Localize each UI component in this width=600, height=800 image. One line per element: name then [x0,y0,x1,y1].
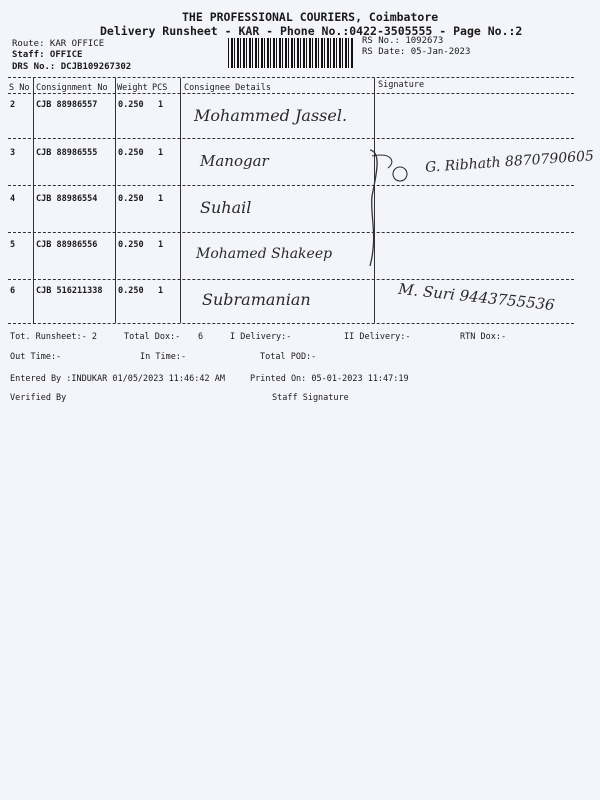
total-pod: Total POD:- [260,352,317,362]
in-time: In Time:- [140,352,187,362]
column-divider [33,78,34,323]
row-weight: 0.250 [118,194,144,204]
handwritten-consignee: Mohamed Shakeep [196,246,333,262]
col-consignment: Consignment No [36,83,108,93]
row-sno: 3 [10,148,16,158]
col-sno: S No [9,83,30,93]
row-sno: 4 [10,194,16,204]
row-consignment: CJB 88986555 [36,148,98,158]
printed-on: Printed On: 05-01-2023 11:47:19 [250,374,409,384]
out-time: Out Time:- [10,352,62,362]
route-label: Route: KAR OFFICE [12,39,105,49]
row-pcs: 1 [158,100,164,110]
row-weight: 0.250 [118,286,144,296]
row-consignment: CJB 88986556 [36,240,98,250]
row-consignment: CJB 88986557 [36,100,98,110]
col-pcs: PCS [152,83,168,93]
header-bottom-rule [8,93,574,94]
verified-by: Verified By [10,393,67,403]
row-consignment: CJB 516211338 [36,286,103,296]
column-divider [180,78,181,323]
row-pcs: 1 [158,286,164,296]
handwritten-consignee: Suhail [200,198,252,217]
col-consignee: Consignee Details [184,83,271,93]
handwritten-consignee: Mohammed Jassel. [194,106,348,125]
handwritten-consignee: Manogar [200,152,269,170]
row-sno: 5 [10,240,16,250]
rs-number: RS No.: 1092673 [362,36,444,46]
entered-by: Entered By :INDUKAR 01/05/2023 11:46:42 AM [10,374,225,384]
total-runsheet: Tot. Runsheet:- 2 [10,332,97,342]
row-pcs: 1 [158,194,164,204]
table-bottom-rule [8,323,574,324]
row-sno: 2 [10,100,16,110]
row-weight: 0.250 [118,240,144,250]
row-pcs: 1 [158,240,164,250]
total-dox-label: Total Dox:- [124,332,181,342]
handwritten-consignee: Subramanian [202,290,311,309]
row-weight: 0.250 [118,148,144,158]
staff-signature: Staff Signature [272,393,349,403]
ii-delivery: II Delivery:- [344,332,411,342]
barcode [228,38,354,68]
company-name: THE PROFESSIONAL COURIERS, Coimbatore [182,10,439,24]
rtn-dox: RTN Dox:- [460,332,507,342]
row-sno: 6 [10,286,16,296]
table-top-rule [8,77,574,78]
col-weight: Weight [117,83,148,93]
row-consignment: CJB 88986554 [36,194,98,204]
handwritten-signature: M. Suri 9443755536 [397,279,556,315]
column-divider [115,78,116,323]
col-signature: Signature [378,80,425,90]
i-delivery: I Delivery:- [230,332,292,342]
row-pcs: 1 [158,148,164,158]
total-dox-value: 6 [198,332,204,342]
rs-date: RS Date: 05-Jan-2023 [362,47,471,57]
row-weight: 0.250 [118,100,144,110]
drs-number: DRS No.: DCJB109267302 [12,62,132,72]
handwritten-signature: G. Ribhath 8870790605 [424,148,595,176]
runsheet-title: Delivery Runsheet - KAR - Phone No.:0422-3505555 - Page No.:2 [100,24,523,38]
staff-label: Staff: OFFICE [12,50,83,60]
